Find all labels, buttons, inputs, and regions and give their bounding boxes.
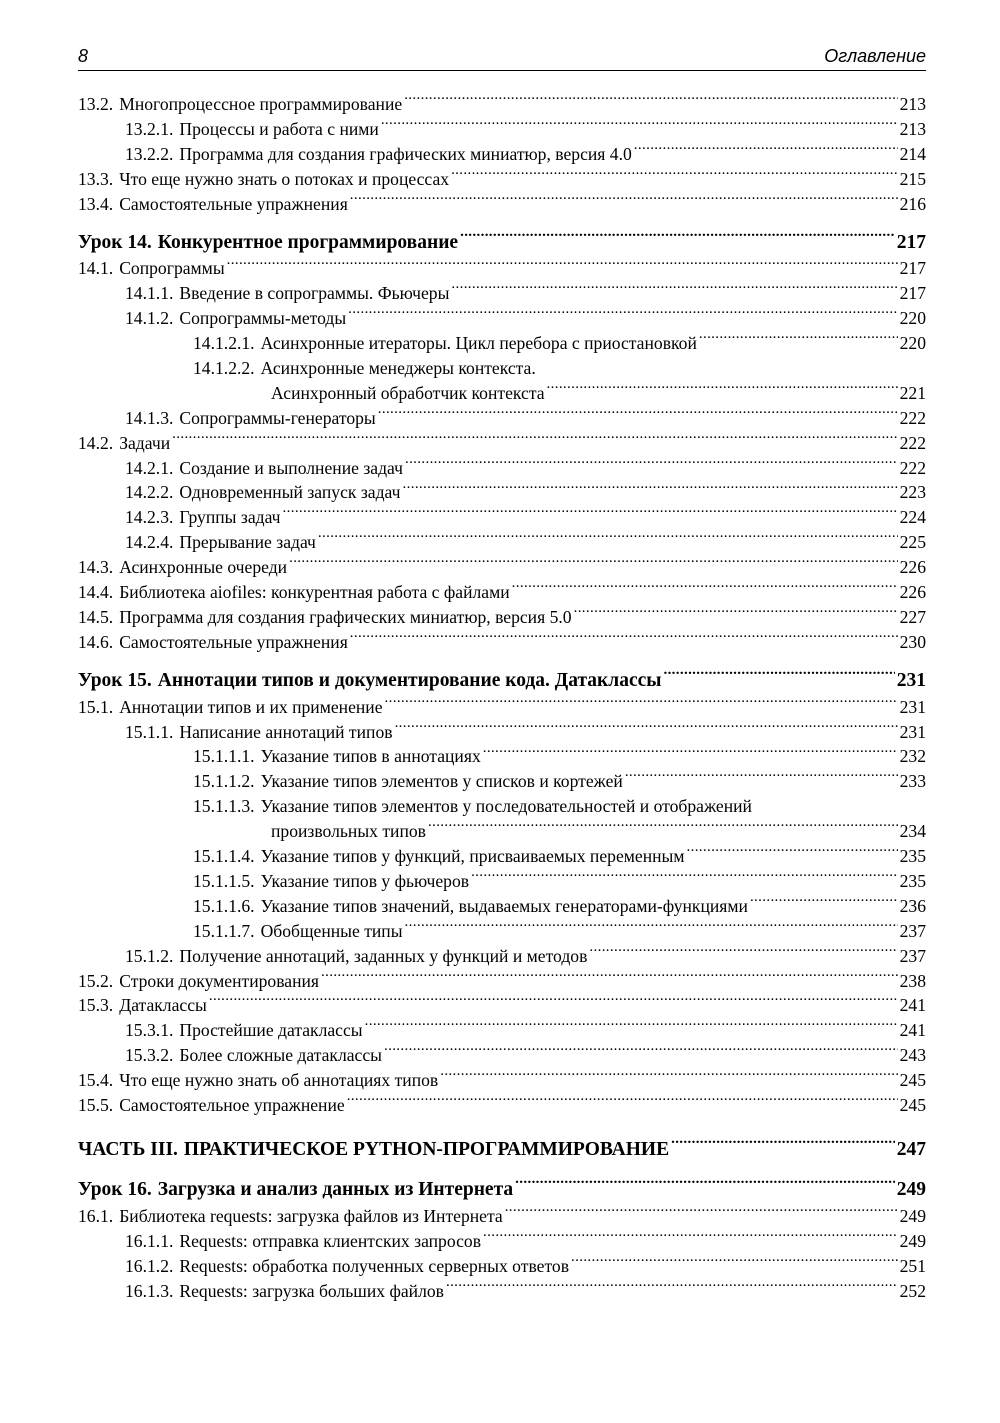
toc-entry[interactable] bbox=[78, 869, 926, 894]
toc-entry-number: 14.1. bbox=[78, 258, 114, 279]
dot-leader bbox=[347, 1093, 898, 1111]
toc-entry-page: 237 bbox=[899, 920, 926, 941]
dot-leader bbox=[378, 406, 898, 424]
toc-entry-page: 249 bbox=[896, 1179, 926, 1201]
toc-entry-title: Самостоятельное упражнение bbox=[119, 1094, 345, 1115]
toc-entry[interactable] bbox=[78, 530, 926, 555]
dot-leader bbox=[209, 994, 898, 1012]
toc-entry[interactable] bbox=[78, 192, 926, 217]
toc-entry-title: Обобщенные типы bbox=[260, 920, 403, 941]
toc-entry[interactable] bbox=[78, 769, 926, 794]
toc-entry-page: 249 bbox=[899, 1205, 926, 1226]
toc-entry-number: 15.1. bbox=[78, 696, 114, 717]
toc-entry[interactable] bbox=[78, 431, 926, 456]
toc-entry[interactable] bbox=[78, 356, 926, 381]
dot-leader bbox=[663, 667, 894, 687]
dot-leader bbox=[348, 307, 897, 325]
toc-entry-page: 220 bbox=[899, 333, 926, 354]
toc-entry-number: 15.5. bbox=[78, 1094, 114, 1115]
toc-entry-page: 237 bbox=[899, 945, 926, 966]
page-header bbox=[78, 44, 926, 71]
dot-leader bbox=[283, 506, 898, 524]
toc-entry-number: 16.1.1. bbox=[125, 1230, 174, 1251]
dot-leader bbox=[321, 969, 898, 987]
toc-entry-number: 15.1.1.5. bbox=[193, 870, 255, 891]
dot-leader bbox=[385, 695, 898, 713]
dot-leader bbox=[483, 1229, 898, 1247]
dot-leader bbox=[318, 531, 898, 549]
toc-entry-title: Сопрограммы bbox=[119, 258, 225, 279]
toc-entry-title: Сопрограммы-генераторы bbox=[179, 407, 376, 428]
toc-entry-page: 222 bbox=[899, 432, 926, 453]
toc-entry-page: 241 bbox=[899, 1020, 926, 1041]
toc-entry-page: 247 bbox=[896, 1139, 926, 1161]
toc-entry-page: 213 bbox=[899, 94, 926, 114]
toc-entry-title: Сопрограммы-методы bbox=[179, 308, 347, 329]
dot-leader bbox=[515, 1176, 895, 1196]
table-of-contents bbox=[78, 92, 926, 1303]
toc-entry-title: Программа для создания графических миниатюр, версия 5.0 bbox=[119, 606, 572, 627]
dot-leader bbox=[289, 556, 898, 574]
toc-entry-page: 224 bbox=[899, 507, 926, 528]
toc-entry[interactable] bbox=[78, 1043, 926, 1068]
dot-leader bbox=[460, 228, 895, 248]
toc-entry-page: 222 bbox=[899, 457, 926, 478]
toc-entry-number: 14.1.2.2. bbox=[193, 358, 255, 379]
toc-entry-number: 15.1.1.4. bbox=[193, 846, 255, 867]
dot-leader bbox=[687, 844, 898, 862]
toc-entry-page: 225 bbox=[899, 532, 926, 553]
toc-entry-title: Написание аннотаций типов bbox=[179, 721, 393, 742]
dot-leader bbox=[750, 894, 898, 912]
dot-leader bbox=[428, 820, 898, 838]
toc-entry[interactable] bbox=[78, 456, 926, 481]
dot-leader bbox=[547, 381, 898, 399]
toc-entry-number: 14.2.1. bbox=[125, 457, 174, 478]
dot-leader bbox=[381, 117, 898, 135]
toc-entry[interactable] bbox=[78, 256, 926, 281]
toc-entry-title: Процессы и работа с ними bbox=[179, 118, 379, 139]
toc-entry[interactable] bbox=[78, 844, 926, 869]
toc-entry-title: Строки документирования bbox=[119, 970, 320, 991]
toc-entry-page: 217 bbox=[896, 231, 926, 253]
toc-entry-page: 226 bbox=[899, 557, 926, 578]
toc-entry-page: 241 bbox=[899, 995, 926, 1016]
toc-entry-title: Указание типов у фьючеров bbox=[260, 870, 470, 891]
toc-entry[interactable] bbox=[78, 406, 926, 431]
toc-entry-page: 252 bbox=[899, 1280, 926, 1301]
toc-entry-number: 13.4. bbox=[78, 193, 114, 214]
toc-entry-number: 16.1.3. bbox=[125, 1280, 174, 1301]
toc-entry-number: 16.1. bbox=[78, 1205, 114, 1226]
dot-leader bbox=[625, 770, 898, 788]
toc-entry[interactable] bbox=[78, 1068, 926, 1093]
toc-entry-page: 221 bbox=[899, 382, 926, 403]
toc-entry[interactable] bbox=[78, 92, 926, 117]
toc-entry-page: 222 bbox=[899, 407, 926, 428]
dot-leader bbox=[405, 456, 898, 474]
toc-entry-title: Requests: отправка клиентских запросов bbox=[179, 1230, 482, 1251]
toc-entry-number: 15.2. bbox=[78, 970, 114, 991]
toc-entry-page: 236 bbox=[899, 895, 926, 916]
toc-entry-title: Requests: обработка полученных серверных ответов bbox=[179, 1255, 570, 1276]
toc-entry[interactable] bbox=[78, 1093, 926, 1118]
dot-leader bbox=[671, 1136, 895, 1156]
toc-entry[interactable] bbox=[78, 1279, 926, 1304]
toc-entry-number: 15.3.1. bbox=[125, 1020, 174, 1041]
dot-leader bbox=[634, 142, 898, 160]
dot-leader bbox=[350, 630, 898, 648]
toc-entry[interactable] bbox=[78, 744, 926, 769]
toc-entry-number: 15.1.1.3. bbox=[193, 796, 255, 817]
toc-entry-title: Библиотека aiofiles: конкурентная работа с файлами bbox=[119, 582, 510, 603]
toc-entry-title: Загрузка и анализ данных из Интернета bbox=[157, 1179, 514, 1201]
toc-entry-number: 14.2.4. bbox=[125, 532, 174, 553]
toc-entry-title: Более сложные датаклассы bbox=[179, 1045, 382, 1066]
dot-leader bbox=[699, 332, 898, 350]
toc-entry-title: Создание и выполнение задач bbox=[179, 457, 403, 478]
toc-entry-title: Что еще нужно знать об аннотациях типов bbox=[119, 1070, 439, 1091]
toc-entry-number: 15.1.1.7. bbox=[193, 920, 255, 941]
dot-leader bbox=[172, 431, 897, 449]
dot-leader bbox=[384, 1044, 898, 1062]
dot-leader bbox=[404, 92, 897, 110]
toc-entry-page: 226 bbox=[899, 582, 926, 603]
toc-entry-title: Введение в сопрограммы. Фьючеры bbox=[179, 283, 450, 304]
toc-entry[interactable] bbox=[78, 720, 926, 745]
toc-entry[interactable] bbox=[78, 1018, 926, 1043]
dot-leader bbox=[471, 869, 898, 887]
toc-entry[interactable] bbox=[78, 630, 926, 655]
toc-entry-title: Указание типов значений, выдаваемых генераторами-функциями bbox=[260, 895, 748, 916]
toc-entry[interactable] bbox=[78, 117, 926, 142]
toc-entry[interactable] bbox=[78, 228, 926, 256]
toc-entry-title: Датаклассы bbox=[119, 995, 207, 1016]
toc-entry-page: 251 bbox=[899, 1255, 926, 1276]
toc-entry-number: 16.1.2. bbox=[125, 1255, 174, 1276]
toc-entry-number: 14.5. bbox=[78, 606, 114, 627]
toc-entry-title: Задачи bbox=[119, 432, 171, 453]
toc-entry-title: Асинхронные итераторы. Цикл перебора с приостановкой bbox=[260, 333, 697, 354]
toc-entry-title: Получение аннотаций, заданных у функций и методов bbox=[179, 945, 588, 966]
toc-entry[interactable] bbox=[78, 381, 926, 406]
toc-entry-title: Асинхронные менеджеры контекста. bbox=[260, 358, 536, 379]
toc-entry-number: 14.1.1. bbox=[125, 283, 174, 304]
toc-entry-page: 217 bbox=[899, 258, 926, 279]
dot-leader bbox=[365, 1019, 898, 1037]
toc-entry-page: 231 bbox=[899, 696, 926, 717]
toc-entry-page: 249 bbox=[899, 1230, 926, 1251]
toc-entry-page: 245 bbox=[899, 1070, 926, 1091]
toc-entry-page: 227 bbox=[899, 606, 926, 627]
toc-entry[interactable] bbox=[78, 1204, 926, 1229]
toc-entry-page: 232 bbox=[899, 746, 926, 767]
dot-leader bbox=[505, 1204, 898, 1222]
toc-entry[interactable] bbox=[78, 142, 926, 167]
toc-entry-page: 220 bbox=[899, 308, 926, 329]
toc-entry-page: 235 bbox=[899, 870, 926, 891]
toc-entry[interactable] bbox=[78, 667, 926, 695]
toc-entry-title: Указание типов элементов у списков и кортежей bbox=[260, 771, 623, 792]
dot-leader bbox=[451, 167, 898, 185]
dot-leader bbox=[405, 919, 898, 937]
toc-entry-title: Библиотека requests: загрузка файлов из Интернета bbox=[119, 1205, 503, 1226]
toc-entry-number: 15.4. bbox=[78, 1070, 114, 1091]
dot-leader bbox=[451, 282, 897, 300]
toc-entry-title: Асинхронные очереди bbox=[119, 557, 288, 578]
toc-entry-number: 14.4. bbox=[78, 582, 114, 603]
dot-leader bbox=[571, 1254, 898, 1272]
running-title: Оглавление bbox=[824, 46, 926, 66]
toc-entry[interactable] bbox=[78, 580, 926, 605]
toc-entry-page: 243 bbox=[899, 1045, 926, 1066]
toc-entry-number: 14.1.3. bbox=[125, 407, 174, 428]
toc-entry-number: 13.3. bbox=[78, 168, 114, 189]
toc-entry[interactable] bbox=[78, 819, 926, 844]
dot-leader bbox=[395, 720, 898, 738]
toc-entry-title: Указание типов в аннотациях bbox=[260, 746, 481, 767]
dot-leader bbox=[512, 580, 898, 598]
toc-entry-number: Урок 14. bbox=[78, 231, 152, 253]
toc-entry-number: 14.3. bbox=[78, 557, 114, 578]
toc-entry-title: Самостоятельные упражнения bbox=[119, 631, 348, 652]
toc-entry-title: Асинхронный обработчик контекста bbox=[271, 382, 545, 403]
dot-leader bbox=[589, 944, 897, 962]
toc-entry-page: 231 bbox=[899, 721, 926, 742]
toc-entry-page: 216 bbox=[899, 193, 926, 214]
toc-entry[interactable] bbox=[78, 167, 926, 192]
toc-entry-number: 13.2. bbox=[78, 94, 114, 114]
toc-entry-title: ПРАКТИЧЕСКОЕ PYTHON-ПРОГРАММИРОВАНИЕ bbox=[183, 1139, 670, 1161]
toc-entry-page: 231 bbox=[896, 670, 926, 692]
toc-entry-title: Указание типов у функций, присваиваемых переменным bbox=[260, 846, 685, 867]
toc-entry[interactable] bbox=[78, 1136, 926, 1164]
toc-entry-number: Урок 15. bbox=[78, 670, 152, 692]
toc-entry-number: 14.1.2. bbox=[125, 308, 174, 329]
toc-entry-number: Урок 16. bbox=[78, 1179, 152, 1201]
toc-entry[interactable] bbox=[78, 794, 926, 819]
toc-entry-title: Аннотации типов и документирование кода. Датаклассы bbox=[157, 670, 662, 692]
toc-entry-page: 233 bbox=[899, 771, 926, 792]
toc-entry-number: 15.1.1.2. bbox=[193, 771, 255, 792]
toc-entry-number: 14.1.2.1. bbox=[193, 333, 255, 354]
toc-entry[interactable] bbox=[78, 331, 926, 356]
toc-entry-title: Прерывание задач bbox=[179, 532, 316, 553]
toc-entry-number: 13.2.2. bbox=[125, 143, 174, 164]
toc-entry[interactable] bbox=[78, 969, 926, 994]
dot-leader bbox=[574, 605, 898, 623]
toc-entry[interactable] bbox=[78, 993, 926, 1018]
toc-entry-title: Конкурентное программирование bbox=[157, 231, 459, 253]
toc-entry[interactable] bbox=[78, 605, 926, 630]
toc-entry-page: 223 bbox=[899, 482, 926, 503]
page-number: 8 bbox=[78, 46, 89, 66]
toc-entry[interactable] bbox=[78, 281, 926, 306]
toc-entry-title: Одновременный запуск задач bbox=[179, 482, 401, 503]
toc-entry-number: 14.2. bbox=[78, 432, 114, 453]
toc-entry[interactable] bbox=[78, 944, 926, 969]
dot-leader bbox=[440, 1068, 897, 1086]
toc-entry[interactable] bbox=[78, 1176, 926, 1204]
toc-entry[interactable] bbox=[78, 555, 926, 580]
toc-entry-number: 15.1.2. bbox=[125, 945, 174, 966]
toc-entry-page: 230 bbox=[899, 631, 926, 652]
toc-entry-page: 245 bbox=[899, 1094, 926, 1115]
toc-entry[interactable] bbox=[78, 894, 926, 919]
toc-entry[interactable] bbox=[78, 480, 926, 505]
toc-entry[interactable] bbox=[78, 695, 926, 720]
toc-entry-number: 15.3. bbox=[78, 995, 114, 1016]
toc-entry-page: 213 bbox=[899, 118, 926, 139]
toc-entry[interactable] bbox=[78, 505, 926, 530]
toc-entry[interactable] bbox=[78, 1254, 926, 1279]
dot-leader bbox=[483, 745, 898, 763]
toc-entry-number: 14.6. bbox=[78, 631, 114, 652]
toc-entry-number: 15.3.2. bbox=[125, 1045, 174, 1066]
toc-entry-number: 13.2.1. bbox=[125, 118, 174, 139]
toc-entry-title: Простейшие датаклассы bbox=[179, 1020, 363, 1041]
toc-entry-title: Группы задач bbox=[179, 507, 281, 528]
toc-entry[interactable] bbox=[78, 306, 926, 331]
toc-entry-title: Что еще нужно знать о потоках и процессах bbox=[119, 168, 450, 189]
toc-entry-page: 235 bbox=[899, 846, 926, 867]
toc-entry-number: 15.1.1.6. bbox=[193, 895, 255, 916]
toc-entry-number: 15.1.1. bbox=[125, 721, 174, 742]
toc-entry-number: 15.1.1.1. bbox=[193, 746, 255, 767]
toc-entry-title: Указание типов элементов у последовательностей и отображений bbox=[260, 796, 752, 817]
toc-entry-title: Самостоятельные упражнения bbox=[119, 193, 348, 214]
dot-leader bbox=[403, 481, 898, 499]
toc-entry[interactable] bbox=[78, 919, 926, 944]
toc-entry-title: произвольных типов bbox=[271, 821, 426, 842]
toc-entry-title: Программа для создания графических миниатюр, версия 4.0 bbox=[179, 143, 632, 164]
toc-entry-number: 14.2.3. bbox=[125, 507, 174, 528]
toc-entry[interactable] bbox=[78, 1229, 926, 1254]
toc-entry-number: ЧАСТЬ III. bbox=[78, 1139, 178, 1161]
toc-entry-title: Многопроцессное программирование bbox=[119, 94, 403, 114]
toc-entry-page: 214 bbox=[899, 143, 926, 164]
toc-entry-page: 234 bbox=[899, 821, 926, 842]
toc-entry-page: 215 bbox=[899, 168, 926, 189]
toc-entry-title: Requests: загрузка больших файлов bbox=[179, 1280, 444, 1301]
dot-leader bbox=[350, 192, 898, 210]
dot-leader bbox=[446, 1279, 898, 1297]
toc-entry-number: 14.2.2. bbox=[125, 482, 174, 503]
toc-entry-title: Аннотации типов и их применение bbox=[119, 696, 383, 717]
toc-entry-page: 238 bbox=[899, 970, 926, 991]
dot-leader bbox=[227, 257, 898, 275]
toc-entry-page: 217 bbox=[899, 283, 926, 304]
